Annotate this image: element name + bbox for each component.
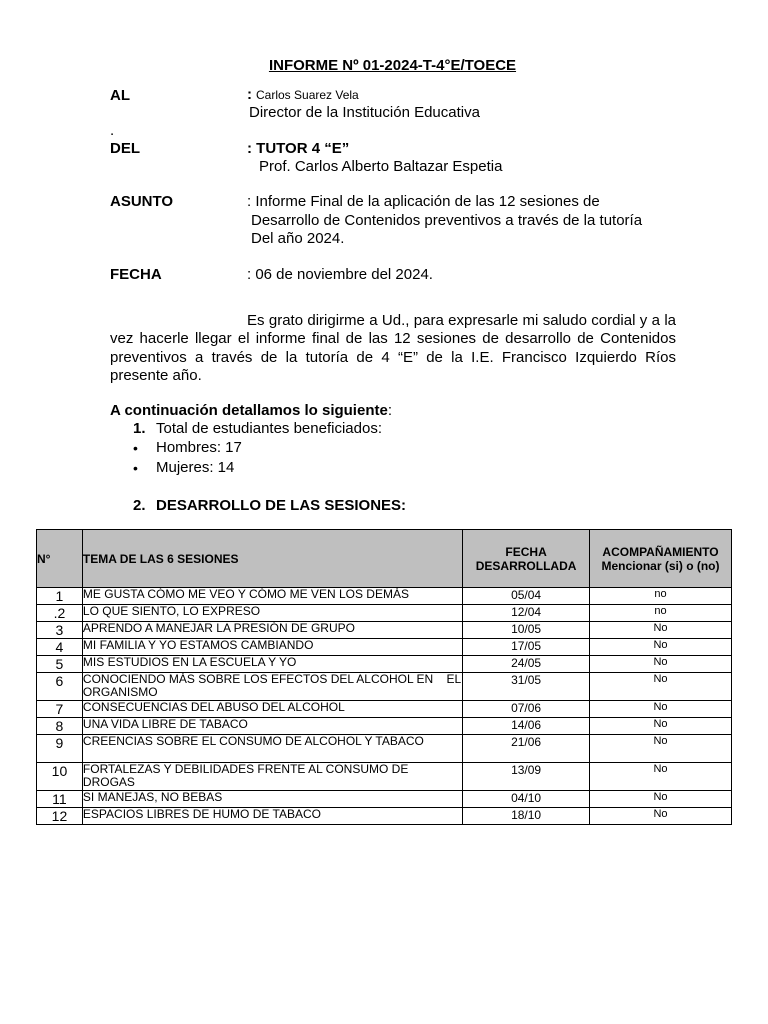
row-tema: MI FAMILIA Y YO ESTAMOS CAMBIANDO <box>82 639 462 656</box>
sender-name: Prof. Carlos Alberto Baltazar Espetia <box>259 158 503 175</box>
row-number: 8 <box>37 718 83 735</box>
row-acompanamiento: No <box>590 808 732 825</box>
del-label: DEL <box>110 140 140 157</box>
table-row <box>37 639 732 656</box>
header-tema: TEMA DE LAS 6 SESIONES <box>82 530 462 588</box>
row-fecha: 13/09 <box>463 763 590 791</box>
row-fecha: 14/06 <box>463 718 590 735</box>
row-acompanamiento: No <box>590 735 732 763</box>
row-tema: LO QUE SIENTO, LO EXPRESO <box>82 605 462 622</box>
intro-paragraph <box>110 312 676 385</box>
recipient-role: Director de la Institución Educativa <box>249 104 480 121</box>
fecha-label: FECHA <box>110 266 162 283</box>
sender-title: : TUTOR 4 “E” <box>247 140 350 157</box>
row-tema: CONSECUENCIAS DEL ABUSO DEL ALCOHOL <box>82 701 462 718</box>
table-row <box>37 763 732 791</box>
row-fecha: 24/05 <box>463 656 590 673</box>
table-row <box>37 735 732 763</box>
row-fecha: 21/06 <box>463 735 590 763</box>
row-fecha: 12/04 <box>463 605 590 622</box>
row-fecha: 10/05 <box>463 622 590 639</box>
gender-list <box>133 438 242 478</box>
row-number: 4 <box>37 639 83 656</box>
row-number: .2 <box>37 605 83 622</box>
row-fecha: 05/04 <box>463 588 590 605</box>
table-row <box>37 701 732 718</box>
row-acompanamiento: No <box>590 673 732 701</box>
row-fecha: 07/06 <box>463 701 590 718</box>
table-row <box>37 622 732 639</box>
row-acompanamiento: no <box>590 605 732 622</box>
row-tema: UNA VIDA LIBRE DE TABACO <box>82 718 462 735</box>
row-acompanamiento: No <box>590 639 732 656</box>
row-tema: CONOCIENDO MÁS SOBRE LOS EFECTOS DEL ALCOHOL EN EL ORGANISMO <box>82 672 465 699</box>
asunto-label: ASUNTO <box>110 193 174 210</box>
row-number: 5 <box>37 656 83 673</box>
asunto-line-3: Del año 2024. <box>251 230 345 247</box>
row-tema: SI MANEJAS, NO BEBAS <box>82 791 462 808</box>
detail-heading <box>110 402 392 419</box>
document-title: INFORME Nº 01-2024-T-4°E/TOECE <box>268 57 517 74</box>
row-fecha: 04/10 <box>463 791 590 808</box>
table-row <box>37 605 732 622</box>
row-number: 11 <box>37 791 83 808</box>
recipient-name: Carlos Suarez Vela <box>256 88 359 102</box>
row-tema: FORTALEZAS Y DEBILIDADES FRENTE AL CONSUMO DE DROGAS <box>82 763 462 791</box>
header-number: N° <box>37 530 83 588</box>
header-acomp-title: ACOMPAÑAMIENTO <box>602 544 719 559</box>
row-tema: APRENDO A MANEJAR LA PRESIÓN DE GRUPO <box>82 622 462 639</box>
row-number: 1 <box>37 588 83 605</box>
list-item: • Mujeres: 14 <box>133 458 242 478</box>
row-tema: MIS ESTUDIOS EN LA ESCUELA Y YO <box>82 656 462 673</box>
table-header-row <box>37 530 732 588</box>
header-acompanamiento <box>590 530 732 588</box>
row-number: 9 <box>37 735 83 763</box>
row-tema: ME GUSTA CÓMO ME VEO Y CÓMO ME VEN LOS DEMÁS <box>82 588 462 605</box>
sessions-table <box>36 529 732 825</box>
table-row <box>37 673 732 701</box>
asunto-line-2: Desarrollo de Contenidos preventivos a través de la tutoría <box>251 212 643 229</box>
al-label: AL <box>110 87 130 104</box>
section-2-number: 2. <box>133 497 146 514</box>
section-1-number: 1. <box>133 420 146 437</box>
row-number: 10 <box>37 763 83 791</box>
table-row <box>37 656 732 673</box>
row-acompanamiento: No <box>590 622 732 639</box>
header-fecha: FECHA DESARROLLADA <box>463 530 590 588</box>
fecha-value: : 06 de noviembre del 2024. <box>247 266 433 283</box>
section-1-label: Total de estudiantes beneficiados: <box>156 420 382 437</box>
row-acompanamiento: No <box>590 701 732 718</box>
table-row <box>37 808 732 825</box>
row-acompanamiento: no <box>590 588 732 605</box>
row-acompanamiento: No <box>590 763 732 791</box>
table-row <box>37 791 732 808</box>
row-fecha: 17/05 <box>463 639 590 656</box>
row-tema: CREENCIAS SOBRE EL CONSUMO DE ALCOHOL Y TABACO <box>82 735 462 763</box>
row-acompanamiento: No <box>590 791 732 808</box>
row-number: 7 <box>37 701 83 718</box>
row-acompanamiento: No <box>590 718 732 735</box>
detail-heading-text: A continuación detallamos lo siguiente <box>110 402 388 419</box>
list-item: • Hombres: 17 <box>133 438 242 458</box>
row-number: 3 <box>37 622 83 639</box>
table-row <box>37 718 732 735</box>
al-colon: : <box>247 86 252 103</box>
row-acompanamiento: No <box>590 656 732 673</box>
row-number: 12 <box>37 808 83 825</box>
section-2-label: DESARROLLO DE LAS SESIONES: <box>156 497 407 514</box>
row-tema: ESPACIOS LIBRES DE HUMO DE TABACO <box>82 808 462 825</box>
stray-dot: . <box>110 122 115 139</box>
table-row <box>37 588 732 605</box>
header-acomp-subtitle: Mencionar (si) o (no) <box>601 558 720 573</box>
intro-text: Es grato dirigirme a Ud., para expresarle mi saludo cordial y a la vez hacerle llegar el informe final de las 12 sesiones de desarrollo de Contenidos preventivos a través de la tutoría de 4 “E” de la I.E. Francisco Izquierdo Ríos presente año. <box>110 312 676 384</box>
asunto-line-1: : Informe Final de la aplicación de las 12 sesiones de <box>247 193 600 210</box>
row-fecha: 31/05 <box>463 673 590 701</box>
detail-heading-colon: : <box>387 402 392 419</box>
row-number: 6 <box>37 673 83 701</box>
row-fecha: 18/10 <box>463 808 590 825</box>
